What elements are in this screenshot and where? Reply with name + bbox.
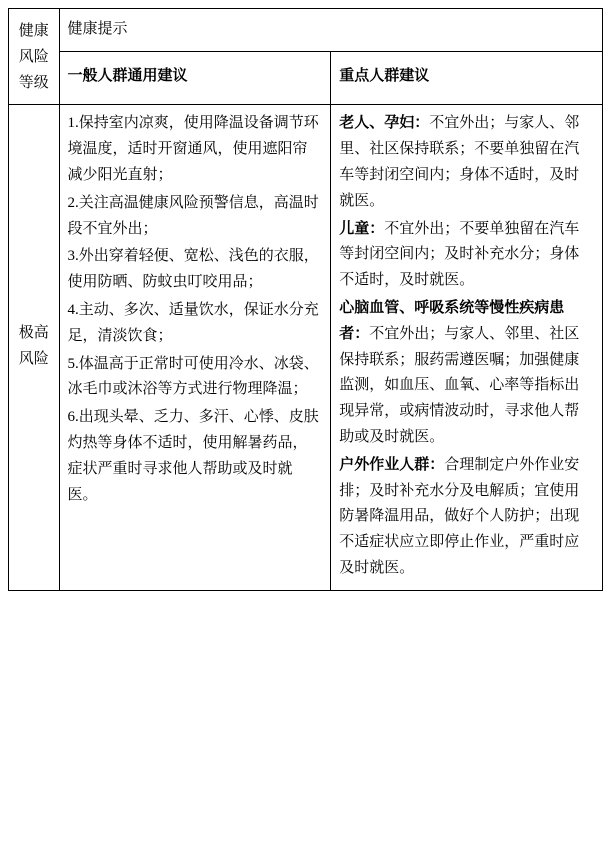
key-group-item (339, 296, 594, 451)
header-risk-level-line-2: 风险 (18, 48, 49, 65)
cell-key-group-advice (331, 105, 603, 590)
key-group-label: 儿童： (339, 220, 385, 237)
risk-level-line-1: 极高 (18, 324, 49, 341)
key-group-item (339, 217, 594, 294)
key-group-text: 不宜外出；与家人、邻里、社区保持联系；服药需遵医嘱；加强健康监测，如血压、血氧、心率等指标出现异常，或病情波动时，寻求他人帮助或及时就医。 (339, 325, 580, 445)
cell-general-advice (59, 105, 331, 590)
table-row (9, 105, 603, 590)
key-group-text: 不宜外出；不要单独留在汽车等封闭空间内；及时补充水分；身体不适时，及时就医。 (339, 220, 580, 289)
header-cell-health-tips: 健康提示 (59, 9, 602, 52)
table-header-row-1 (9, 9, 603, 52)
health-risk-table (8, 8, 603, 591)
key-group-item (339, 111, 594, 214)
header-cell-key-group-advice: 重点人群建议 (331, 51, 603, 104)
header-cell-general-advice: 一般人群通用建议 (59, 51, 331, 104)
general-advice-item: 5.体温高于正常时可使用冷水、冰袋、冰毛巾或沐浴等方式进行物理降温； (67, 355, 319, 398)
header-risk-level-line-1: 健康 (18, 23, 49, 39)
key-group-label: 心脑血管、呼吸系统等慢性疾病患者： (339, 299, 565, 342)
key-group-text: 合理制定户外作业安排；及时补充水分及电解质；宜使用防暑降温用品，做好个人防护；出现不适症状应立即停止作业，严重时应及时就医。 (339, 456, 580, 576)
general-advice-item: 1.保持室内凉爽，使用降温设备调节环境温度，适时开窗通风，使用遮阳帘减少阳光直射； (67, 115, 319, 183)
key-group-item (339, 453, 594, 582)
risk-level-line-2: 风险 (18, 350, 49, 367)
key-group-text: 不宜外出；与家人、邻里、社区保持联系；不要单独留在汽车等封闭空间内；身体不适时，及时就医。 (339, 115, 580, 209)
cell-risk-level-value (9, 105, 60, 590)
document-page (0, 8, 611, 851)
general-advice-item: 4.主动、多次、适量饮水，保证水分充足，清淡饮食； (67, 301, 319, 344)
general-advice-item: 6.出现头晕、乏力、多汗、心悸、皮肤灼热等身体不适时，使用解暑药品，症状严重时寻求他人帮助或及时就医。 (67, 409, 319, 503)
key-group-label: 老人、孕妇： (339, 115, 430, 132)
general-advice-item: 3.外出穿着轻便、宽松、浅色的衣服，使用防晒、防蚊虫叮咬用品； (67, 248, 319, 291)
header-cell-risk-level (9, 9, 60, 105)
general-advice-item: 2.关注高温健康风险预警信息，高温时段不宜外出； (67, 194, 319, 237)
header-risk-level-line-3: 等级 (18, 74, 49, 91)
key-group-label: 户外作业人群： (339, 456, 445, 473)
table-header-row-2 (9, 51, 603, 104)
